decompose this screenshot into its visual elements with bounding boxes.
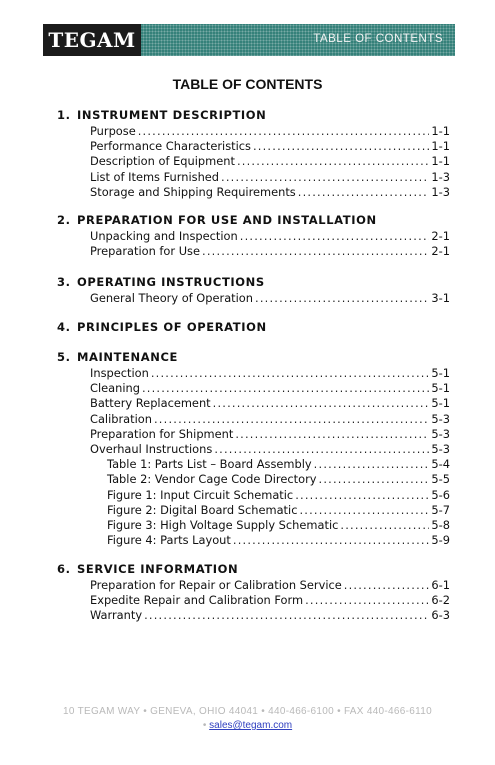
- toc-entry[interactable]: [90, 185, 450, 200]
- toc-entry-label: General Theory of Operation: [90, 291, 253, 305]
- toc-entry-page: 5-1: [431, 396, 450, 411]
- toc-entry-label: Battery Replacement: [90, 396, 211, 411]
- toc-entry-page: 1-1: [431, 124, 450, 138]
- page-header-banner: [43, 24, 455, 56]
- section-heading: [57, 108, 266, 122]
- dot-leader: [295, 488, 429, 502]
- toc-entry-label: Table 2: Vendor Cage Code Directory: [107, 472, 317, 487]
- section-title: MAINTENANCE: [77, 350, 178, 364]
- section-title: PREPARATION FOR USE AND INSTALLATION: [77, 213, 377, 227]
- toc-entry[interactable]: [107, 533, 450, 548]
- toc-entry[interactable]: [90, 396, 450, 411]
- dot-leader: [319, 472, 430, 486]
- toc-entry[interactable]: [90, 381, 450, 396]
- toc-entry[interactable]: [90, 578, 450, 593]
- toc-entry-label: Purpose: [90, 124, 136, 138]
- toc-entry[interactable]: [90, 154, 450, 169]
- dot-leader: [151, 366, 430, 380]
- toc-entry-page: 1-1: [431, 139, 450, 154]
- toc-entry[interactable]: [90, 366, 450, 381]
- toc-entry-page: 5-4: [431, 457, 450, 472]
- toc-entry-page: 5-3: [431, 411, 450, 426]
- toc-entry-page: 1-1: [431, 154, 450, 169]
- toc-entry-page: 5-7: [431, 502, 450, 517]
- toc-entry-label: Warranty: [90, 608, 143, 623]
- section-number: 4.: [57, 320, 71, 334]
- toc-entry-page: 6-2: [431, 593, 450, 608]
- toc-entry-label: Table 1: Parts List – Board Assembly: [107, 457, 312, 472]
- section-heading: [57, 320, 267, 334]
- section-number: 2.: [57, 213, 71, 227]
- toc-entry[interactable]: [90, 139, 450, 154]
- toc-entry-label: Performance Characteristics: [90, 139, 251, 154]
- toc-entry-label: Figure 4: Parts Layout: [107, 533, 231, 548]
- section-heading: [57, 213, 377, 227]
- toc-entry-label: Figure 2: Digital Board Schematic: [107, 502, 298, 517]
- toc-entry[interactable]: [90, 229, 450, 244]
- dot-leader: [340, 518, 429, 532]
- dot-leader: [233, 533, 430, 547]
- toc-entry-label: Expedite Repair and Calibration Form: [90, 593, 304, 608]
- dot-leader: [154, 412, 429, 426]
- toc-entry-page: 3-1: [431, 291, 450, 305]
- toc-entry-page: 5-8: [431, 518, 450, 532]
- toc-entry-page: 6-1: [431, 578, 450, 592]
- dot-leader: [237, 154, 429, 168]
- tegam-logo: TEGAM: [43, 24, 141, 56]
- footer-address: 10 TEGAM WAY • GENEVA, OHIO 44041 • 440-466-6100 • FAX 440-466-6110: [63, 706, 432, 717]
- toc-entry[interactable]: [107, 457, 450, 472]
- dot-leader: [202, 244, 429, 258]
- toc-entry-page: 5-9: [431, 533, 450, 548]
- toc-entry[interactable]: [90, 244, 450, 259]
- section-title: OPERATING INSTRUCTIONS: [77, 275, 265, 289]
- toc-entry-page: 5-5: [431, 472, 450, 487]
- toc-entry-page: 5-1: [431, 381, 450, 396]
- footer-email-bullet: •: [202, 720, 210, 731]
- dot-leader: [138, 124, 430, 138]
- dot-leader: [221, 170, 429, 184]
- dot-leader: [142, 381, 429, 395]
- toc-entry-page: 5-3: [431, 426, 450, 441]
- toc-entry[interactable]: [90, 412, 450, 427]
- toc-entry[interactable]: [90, 291, 450, 306]
- toc-entry-label: Inspection: [90, 366, 149, 380]
- toc-entry[interactable]: [90, 608, 450, 623]
- toc-entry[interactable]: [90, 442, 450, 457]
- dot-leader: [235, 427, 429, 441]
- section-number: 6.: [57, 562, 71, 576]
- dot-leader: [144, 608, 429, 622]
- toc-entry-page: 1-3: [431, 184, 450, 199]
- dot-leader: [255, 291, 429, 305]
- toc-entry[interactable]: [90, 170, 450, 185]
- dot-leader: [298, 185, 430, 199]
- dot-leader: [305, 593, 429, 607]
- dot-leader: [344, 578, 430, 592]
- toc-entry-label: Description of Equipment: [90, 154, 235, 169]
- page-title: TABLE OF CONTENTS: [172, 76, 323, 92]
- toc-entry-page: 5-6: [431, 487, 450, 502]
- toc-entry-page: 2-1: [431, 229, 450, 243]
- toc-entry-page: 6-3: [431, 608, 450, 623]
- toc-entry[interactable]: [90, 124, 450, 139]
- toc-entry-label: Cleaning: [90, 381, 140, 396]
- toc-entry[interactable]: [90, 427, 450, 442]
- dot-leader: [314, 457, 430, 471]
- section-heading: [57, 350, 178, 364]
- dot-leader: [213, 396, 430, 410]
- toc-entry-label: Unpacking and Inspection: [90, 229, 238, 243]
- toc-entry-label: Preparation for Repair or Calibration Service: [90, 578, 342, 592]
- dot-leader: [240, 229, 430, 243]
- toc-entry-page: 5-3: [431, 442, 450, 456]
- toc-entry-page: 2-1: [431, 244, 450, 259]
- toc-entry-page: 1-3: [431, 169, 450, 184]
- toc-entry-label: List of Items Furnished: [90, 169, 220, 184]
- toc-entry-label: Figure 1: Input Circuit Schematic: [107, 487, 294, 502]
- section-title: SERVICE INFORMATION: [77, 562, 239, 576]
- section-title: INSTRUMENT DESCRIPTION: [77, 108, 267, 122]
- dot-leader: [214, 442, 429, 456]
- footer-contact: [0, 720, 495, 731]
- section-number: 1.: [57, 108, 71, 122]
- toc-entry-label: Overhaul Instructions: [90, 442, 213, 456]
- footer-email-link[interactable]: sales@tegam.com: [209, 720, 293, 731]
- section-number: 5.: [57, 350, 71, 364]
- toc-entry[interactable]: [107, 488, 450, 503]
- toc-entry-label: Preparation for Use: [90, 244, 200, 259]
- toc-entry[interactable]: [107, 503, 450, 518]
- dot-leader: [253, 139, 429, 153]
- toc-entry[interactable]: [107, 472, 450, 487]
- section-title: PRINCIPLES OF OPERATION: [77, 320, 267, 334]
- section-number: 3.: [57, 275, 71, 289]
- toc-entry-label: Calibration: [90, 411, 152, 426]
- toc-entry-page: 5-1: [431, 366, 450, 380]
- toc-entry[interactable]: [90, 593, 450, 608]
- toc-entry-label: Storage and Shipping Requirements: [90, 184, 296, 199]
- section-heading: [57, 562, 238, 576]
- toc-entry-label: Figure 3: High Voltage Supply Schematic: [107, 518, 339, 532]
- toc-entry-label: Preparation for Shipment: [90, 426, 234, 441]
- header-section-title: TABLE OF CONTENTS: [313, 33, 443, 45]
- dot-leader: [299, 503, 429, 517]
- toc-entry[interactable]: [107, 518, 450, 533]
- section-heading: [57, 275, 265, 289]
